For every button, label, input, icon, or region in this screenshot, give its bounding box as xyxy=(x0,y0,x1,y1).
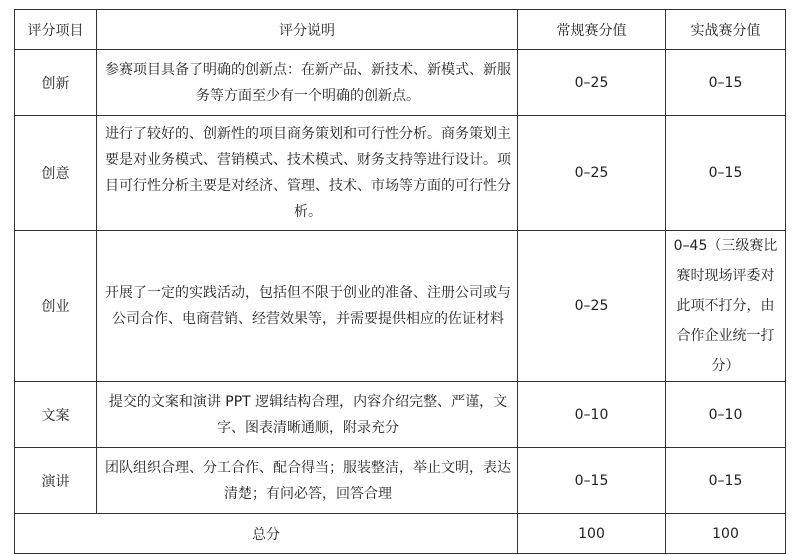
total-label: 总分 xyxy=(15,514,518,554)
row-description xyxy=(97,448,518,514)
row-practical-score xyxy=(666,231,786,382)
table-row xyxy=(15,50,786,116)
row-description-text: 进行了较好的、创新性的项目商务策划和可行性分析。商务策划主要是对业务模式、营销模式、技术模式、财务支持等进行设计。项目可行性分析主要是对经济、管理、技术、市场等方面的可行性分析。 xyxy=(105,126,511,220)
row-description xyxy=(97,382,518,448)
row-description-text: 参赛项目具备了明确的创新点：在新产品、新技术、新模式、新服务等方面至少有一个明确的创新点。 xyxy=(105,61,511,104)
row-practical-score: 0–15 xyxy=(666,50,786,116)
row-description xyxy=(97,231,518,382)
table-row xyxy=(15,382,786,448)
table-row xyxy=(15,448,786,514)
row-regular-score: 0–25 xyxy=(518,231,666,382)
header-practical-score: 实战赛分值 xyxy=(666,10,786,50)
table-row xyxy=(15,231,786,382)
row-description xyxy=(97,116,518,231)
header-description: 评分说明 xyxy=(97,10,518,50)
row-practical-score-text: 0–45（三级赛比赛时现场评委对此项不打分，由合作企业统一打分） xyxy=(673,238,778,374)
row-regular-score: 0–25 xyxy=(518,50,666,116)
row-practical-score: 0–10 xyxy=(666,382,786,448)
header-regular-score: 常规赛分值 xyxy=(518,10,666,50)
row-description-text: 团队组织合理、分工合作、配合得当；服装整洁，举止文明，表达清楚；有问必答，回答合理 xyxy=(105,459,511,502)
row-regular-score: 0–15 xyxy=(518,448,666,514)
row-item: 创意 xyxy=(15,116,97,231)
row-practical-score: 0–15 xyxy=(666,116,786,231)
row-item: 文案 xyxy=(15,382,97,448)
row-item: 演讲 xyxy=(15,448,97,514)
row-description-text: 开展了一定的实践活动，包括但不限于创业的准备、注册公司或与公司合作、电商营销、经营效果等，并需要提供相应的佐证材料 xyxy=(105,285,511,327)
scoring-table xyxy=(14,9,786,554)
total-regular-score: 100 xyxy=(518,514,666,554)
row-practical-score: 0–15 xyxy=(666,448,786,514)
header-row xyxy=(15,10,786,50)
total-row xyxy=(15,514,786,554)
row-description-text: 提交的文案和演讲 PPT 逻辑结构合理，内容介绍完整、严谨，文字、图表清晰通顺，附录充分 xyxy=(108,393,508,436)
row-description xyxy=(97,50,518,116)
row-item: 创业 xyxy=(15,231,97,382)
row-item: 创新 xyxy=(15,50,97,116)
table-row xyxy=(15,116,786,231)
row-regular-score: 0–25 xyxy=(518,116,666,231)
header-item: 评分项目 xyxy=(15,10,97,50)
total-practical-score: 100 xyxy=(666,514,786,554)
row-regular-score: 0–10 xyxy=(518,382,666,448)
